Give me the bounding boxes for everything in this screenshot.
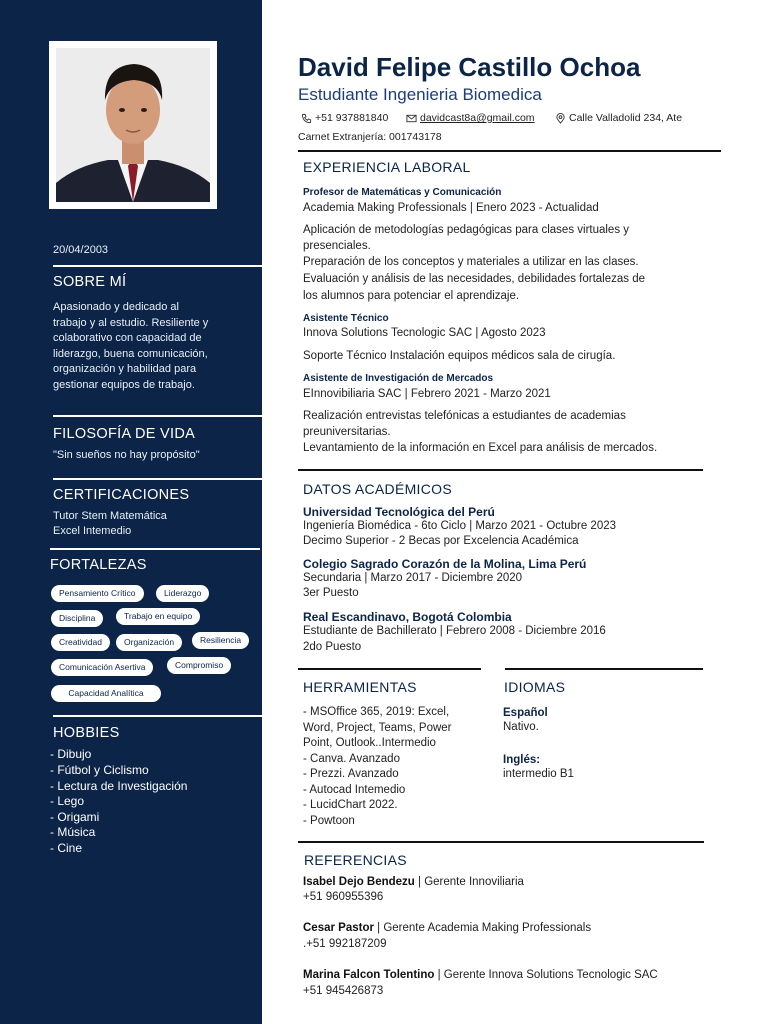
- reference-phone: .+51 992187209: [303, 938, 387, 950]
- tool-item: - Canva. Avanzado: [303, 753, 400, 765]
- school-detail: Ingeniería Biomédica - 6to Ciclo | Marzo 2021 - Octubre 2023: [303, 520, 617, 532]
- job-company: Academia Making Professionals | Enero 2023 - Actualidad: [303, 202, 599, 214]
- tool-item: - Autocad Intemedio: [303, 784, 406, 796]
- job-detail: Realización entrevistas telefónicas a estudiantes de academias: [303, 410, 626, 422]
- job-company: Innova Solutions Tecnologic SAC | Agosto 2023: [303, 327, 546, 339]
- phone-icon: [301, 113, 312, 124]
- certification-item: Excel Intemedio: [53, 525, 132, 537]
- school-name: Real Escandinavo, Bogotá Colombia: [303, 610, 512, 624]
- reference-role: | Gerente Innoviliaria: [414, 876, 524, 888]
- hobby-item: - Música: [50, 825, 96, 839]
- strength-chip: Disciplina: [51, 610, 103, 627]
- divider: [298, 841, 704, 843]
- divider: [53, 715, 262, 717]
- job-detail: Levantamiento de la información en Excel para análisis de mercados.: [303, 442, 658, 454]
- hobby-item: - Cine: [50, 841, 83, 855]
- strength-chip: Liderazgo: [156, 585, 209, 602]
- reference-name: Isabel Dejo Bendezu: [303, 876, 415, 888]
- divider: [298, 469, 703, 471]
- divider: [505, 668, 703, 670]
- about-line: gestionar equipos de trabajo.: [53, 378, 195, 391]
- address-text: Calle Valladolid 234, Ate: [569, 112, 683, 124]
- philosophy-text: "Sin sueños no hay propósito": [53, 449, 200, 461]
- strengths-title: FORTALEZAS: [50, 557, 147, 573]
- profile-photo: [49, 41, 217, 209]
- hobby-item: - Origami: [50, 810, 100, 824]
- tool-item: - Powtoon: [303, 815, 355, 827]
- divider: [53, 478, 262, 480]
- job-title: Asistente de Investigación de Mercados: [303, 373, 494, 384]
- school-detail: 2do Puesto: [303, 641, 362, 653]
- job-role: Estudiante Ingenieria Biomedica: [298, 85, 542, 104]
- reference-phone: +51 945426873: [303, 985, 384, 997]
- job-company: EInnovibiliaria SAC | Febrero 2021 - Marzo 2021: [303, 388, 551, 400]
- strength-chip: Capacidad Analítica: [51, 685, 161, 702]
- divider: [50, 548, 260, 550]
- job-detail: Preparación de los conceptos y materiales a utilizar en las clases.: [303, 256, 639, 268]
- about-line: liderazgo, buena comunicación,: [53, 347, 208, 360]
- about-line: organización y habilidad para: [53, 363, 197, 375]
- sidebar: [0, 0, 262, 1024]
- language-name: Inglés:: [503, 754, 541, 766]
- about-title: SOBRE MÍ: [53, 274, 127, 290]
- school-name: Universidad Tecnológica del Perú: [303, 505, 495, 519]
- strength-chip: Organización: [116, 634, 182, 651]
- divider: [298, 668, 481, 670]
- email-contact[interactable]: [406, 112, 535, 124]
- languages-title: IDIOMAS: [504, 679, 566, 695]
- school-detail: Secundaria | Marzo 2017 - Diciembre 2020: [303, 572, 523, 584]
- job-detail: presenciales.: [303, 240, 371, 252]
- birthdate: 20/04/2003: [53, 244, 109, 256]
- school-detail: Estudiante de Bachillerato | Febrero 2008 - Diciembre 2016: [303, 625, 606, 637]
- reference-name: Cesar Pastor: [303, 922, 374, 934]
- school-detail: 3er Puesto: [303, 587, 359, 599]
- strength-chip: Resiliencia: [192, 632, 249, 649]
- philosophy-title: FILOSOFÍA DE VIDA: [53, 426, 196, 442]
- reference-role: | Gerente Academia Making Professionals: [373, 922, 592, 934]
- strength-chip: Compromiso: [167, 657, 231, 674]
- references-title: REFERENCIAS: [304, 852, 407, 868]
- email-link[interactable]: davidcast8a@gmail.com: [420, 112, 535, 124]
- phone-contact: [301, 112, 388, 124]
- tools-title: HERRAMIENTAS: [303, 679, 417, 695]
- language-level: Nativo.: [503, 721, 539, 733]
- job-detail: Aplicación de metodologías pedagógicas para clases virtuales y: [303, 224, 630, 236]
- job-title: Asistente Técnico: [303, 313, 389, 324]
- hobbies-title: HOBBIES: [53, 725, 120, 741]
- address-contact: [555, 112, 682, 124]
- job-title: Profesor de Matemáticas y Comunicación: [303, 187, 502, 198]
- certification-item: Tutor Stem Matemática: [53, 510, 167, 522]
- mail-icon: [406, 113, 417, 124]
- full-name: David Felipe Castillo Ochoa: [298, 52, 641, 82]
- job-detail: los alumnos para potenciar el aprendizaje.: [303, 290, 520, 302]
- certifications-title: CERTIFICACIONES: [53, 487, 190, 503]
- strength-chip: Trabajo en equipo: [116, 608, 200, 625]
- location-pin-icon: [555, 113, 566, 124]
- reference-line: [303, 969, 658, 981]
- reference-line: [303, 876, 524, 888]
- divider: [298, 150, 721, 152]
- about-text: [53, 300, 208, 393]
- about-line: trabajo y al estudio. Resiliente y: [53, 316, 209, 329]
- reference-line: [303, 922, 591, 934]
- school-name: Colegio Sagrado Corazón de la Molina, Lima Perú: [303, 557, 587, 571]
- strength-chip: Pensamiento Crítico: [51, 585, 144, 602]
- education-title: DATOS ACADÉMICOS: [303, 481, 452, 497]
- divider: [53, 415, 262, 417]
- strength-chip: Comunicación Asertiva: [51, 659, 153, 676]
- tool-item: - Prezzi. Avanzado: [303, 768, 399, 780]
- tool-item: - LucidChart 2022.: [303, 799, 398, 811]
- experience-title: EXPERIENCIA LABORAL: [303, 159, 471, 175]
- tool-item: Point, Outlook..Intermedio: [303, 737, 436, 749]
- job-detail: Soporte Técnico Instalación equipos médicos sala de cirugía.: [303, 350, 616, 362]
- carnet-text: Carnet Extranjería: 001743178: [298, 131, 442, 143]
- language-level: intermedio B1: [503, 768, 574, 780]
- tool-item: Word, Project, Teams, Power: [303, 722, 452, 734]
- phone-text: +51 937881840: [315, 112, 389, 124]
- divider: [53, 265, 262, 267]
- reference-role: | Gerente Innova Solutions Tecnologic SAC: [434, 969, 658, 981]
- hobby-item: - Fútbol y Ciclismo: [50, 763, 149, 777]
- school-detail: Decimo Superior - 2 Becas por Excelencia Académica: [303, 535, 579, 547]
- hobby-item: - Lectura de Investigación: [50, 779, 188, 793]
- reference-phone: +51 960955396: [303, 891, 384, 903]
- job-detail: preuniversitarias.: [303, 426, 391, 438]
- job-detail: Evaluación y análisis de las necesidades, debilidades fortalezas de: [303, 273, 646, 285]
- language-name: Español: [503, 707, 548, 719]
- about-line: colaborativo con capacidad de: [53, 332, 202, 344]
- strength-chip: Creatividad: [51, 634, 110, 651]
- tool-item: - MSOffice 365, 2019: Excel,: [303, 706, 450, 718]
- hobby-item: - Lego: [50, 794, 85, 808]
- reference-name: Marina Falcon Tolentino: [303, 969, 435, 981]
- about-line: Apasionado y dedicado al: [53, 301, 179, 313]
- hobby-item: - Dibujo: [50, 747, 92, 761]
